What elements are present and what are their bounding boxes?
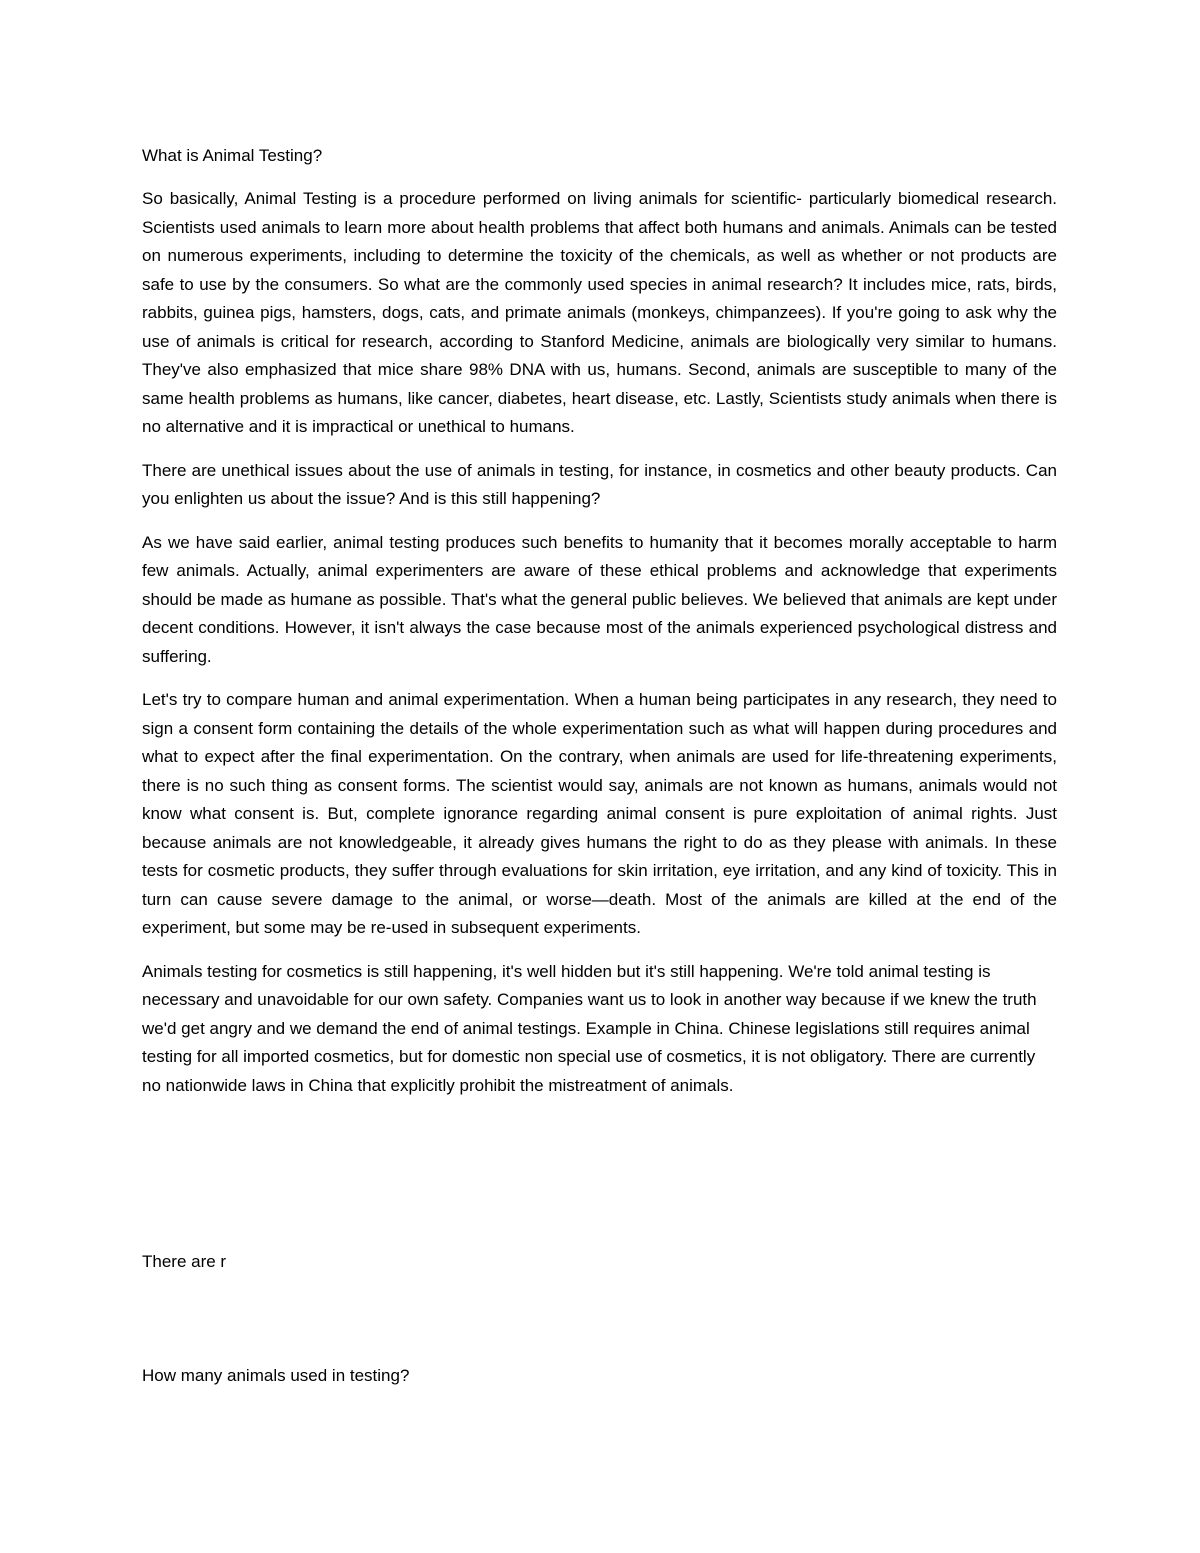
paragraph-consent-comparison: Let's try to compare human and animal experimentation. When a human being participates in any research, they need to sign a consent form containing the details of the whole experimentation such as what will happen during procedures and what to expect after the final experimentation. On the contrary, when animals are used for life-threatening experiments, there is no such thing as consent forms. The scientist would say, animals are not known as humans, animals would not know what consent is. But, complete ignorance regarding animal consent is pure exploitation of animal rights. Just because animals are not knowledgeable, it already gives humans the right to do as they please with animals. In these tests for cosmetic products, they suffer through evaluations for skin irritation, eye irritation, and any kind of toxicity. This in turn can cause severe damage to the animal, or worse—death. Most of the animals are killed at the end of the experiment, but some may be re-used in subsequent experiments. xyxy=(142,690,1057,937)
paragraph-unethical-question: There are unethical issues about the use of animals in testing, for instance, in cosmetics and other beauty products. Can you enlighten us about the issue? And is this still happening? xyxy=(142,460,1057,508)
paragraph-definition: So basically, Animal Testing is a procedure performed on living animals for scientific- particularly biomedical research. Scientists used animals to learn more about health problems that affect both humans and animals. Animals can be tested on numerous experiments, including to determine the toxicity of the chemicals, as well as whether or not products are safe to use by the consumers. So what are the commonly used species in animal research? It includes mice, rats, birds, rabbits, guinea pigs, hamsters, dogs, cats, and primate animals (monkeys, chimpanzees). If you're going to ask why the use of animals is critical for research, according to Stanford Medicine, animals are biologically very similar to humans. They've also emphasized that mice share 98% DNA with us, humans. Second, animals are susceptible to many of the same health problems as humans, like cancer, diabetes, heart disease, etc. Lastly, Scientists study animals when there is no alternative and it is impractical or unethical to humans. xyxy=(142,189,1057,436)
paragraph-cosmetics-china: Animals testing for cosmetics is still happening, it's well hidden but it's still happening. We're told animal testing is necessary and unavoidable for our own safety. Companies want us to look in another way because if we knew the truth we'd get angry and we demand the end of animal testings. Example in China. Chinese legislations still requires animal testing for all imported cosmetics, but for domestic non special use of cosmetics, it is not obligatory. There are currently no nationwide laws in China that explicitly prohibit the mistreatment of animals. xyxy=(142,961,1037,1095)
document-body xyxy=(142,185,1057,1115)
question-heading: How many animals used in testing? xyxy=(142,1366,410,1385)
paragraph-ethics-answer: As we have said earlier, animal testing produces such benefits to humanity that it becomes morally acceptable to harm few animals. Actually, animal experimenters are aware of these ethical problems and acknowledge that experiments should be made as humane as possible. That's what the general public believes. We believed that animals are kept under decent conditions. However, it isn't always the case because most of the animals experienced psychological distress and suffering. xyxy=(142,532,1057,666)
incomplete-sentence: There are r xyxy=(142,1252,227,1271)
document-heading: What is Animal Testing? xyxy=(142,146,323,165)
